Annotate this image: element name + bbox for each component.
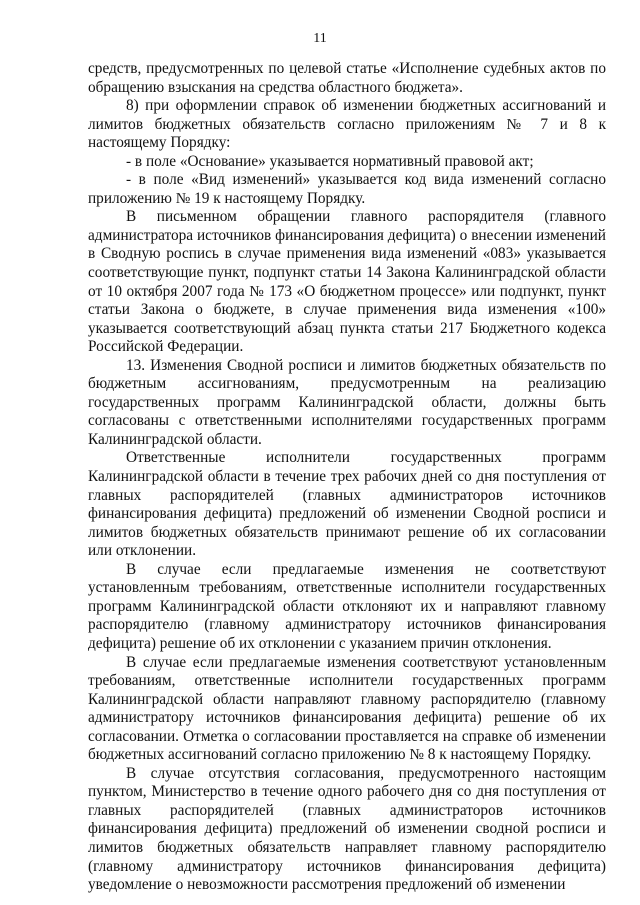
paragraph: - в поле «Вид изменений» указывается код вида изменений согласно приложению № 19 к настоящему Порядку. [88, 171, 606, 207]
paragraph: В случае если предлагаемые изменения не соответствуют установленным требованиям, ответственные исполнители государственных программ Калининградской области отклоняют их и направляют главному распорядителю (главному администратору источников финансирования дефицита) решение об их отклонении с указанием причин отклонения. [88, 560, 606, 652]
paragraph: В случае если предлагаемые изменения соответствуют установленным требованиям, ответственные исполнители государственных программ Калининградской области направляют главному распорядителю (главному администратору источников финансирования дефицита) решение об их согласовании. Отметка о согласовании проставляется на справке об изменении бюджетных ассигнований согласно приложению № 8 к настоящему Порядку. [88, 653, 606, 764]
paragraph: средств, предусмотренных по целевой статье «Исполнение судебных актов по обращению взыскания на средства областного бюджета». [88, 60, 606, 96]
paragraph: Ответственные исполнители государственных программ Калининградской области в течение трех рабочих дней со дня поступления от главных распорядителей (главных администраторов источников финансирования дефицита) предложений об изменении Сводной росписи и лимитов бюджетных обязательств принимают решение об их согласовании или отклонении. [88, 449, 606, 560]
paragraph: В письменном обращении главного распорядителя (главного администратора источников финансирования дефицита) о внесении изменений в Сводную роспись в случае применения вида изменений «083» указывается соответствующие пункт, подпункт статьи 14 Закона Калининградской области от 10 октября 2007 года № 173 «О бюджетном процессе» или подпункт, пункт статьи Закона о бюджете, в случае применения вида изменения «100» указывается соответствующий абзац пункта статьи 217 Бюджетного кодекса Российской Федерации. [88, 208, 606, 356]
document-body [88, 60, 606, 895]
paragraph: В случае отсутствия согласования, предусмотренного настоящим пунктом, Министерство в течение одного рабочего дня со дня поступления от главных распорядителей (главных администраторов источников финансирования дефицита) предложений об изменении сводной росписи и лимитов бюджетных обязательств направляет главному распорядителю (главному администратору источников финансирования дефицита) уведомление о невозможности рассмотрения предложений об изменении [88, 764, 606, 894]
page-number: 11 [313, 31, 327, 46]
paragraph: - в поле «Основание» указывается нормативный правовой акт; [126, 152, 534, 170]
paragraph: 13. Изменения Сводной росписи и лимитов бюджетных обязательств по бюджетным ассигнованиям, предусмотренным на реализацию государственных программ Калининградской области, должны быть согласованы с ответственными исполнителями государственных программ Калининградской области. [88, 356, 606, 448]
paragraph: 8) при оформлении справок об изменении бюджетных ассигнований и лимитов бюджетных обязательств согласно приложениям № 7 и 8 к настоящему Порядку: [88, 97, 606, 152]
